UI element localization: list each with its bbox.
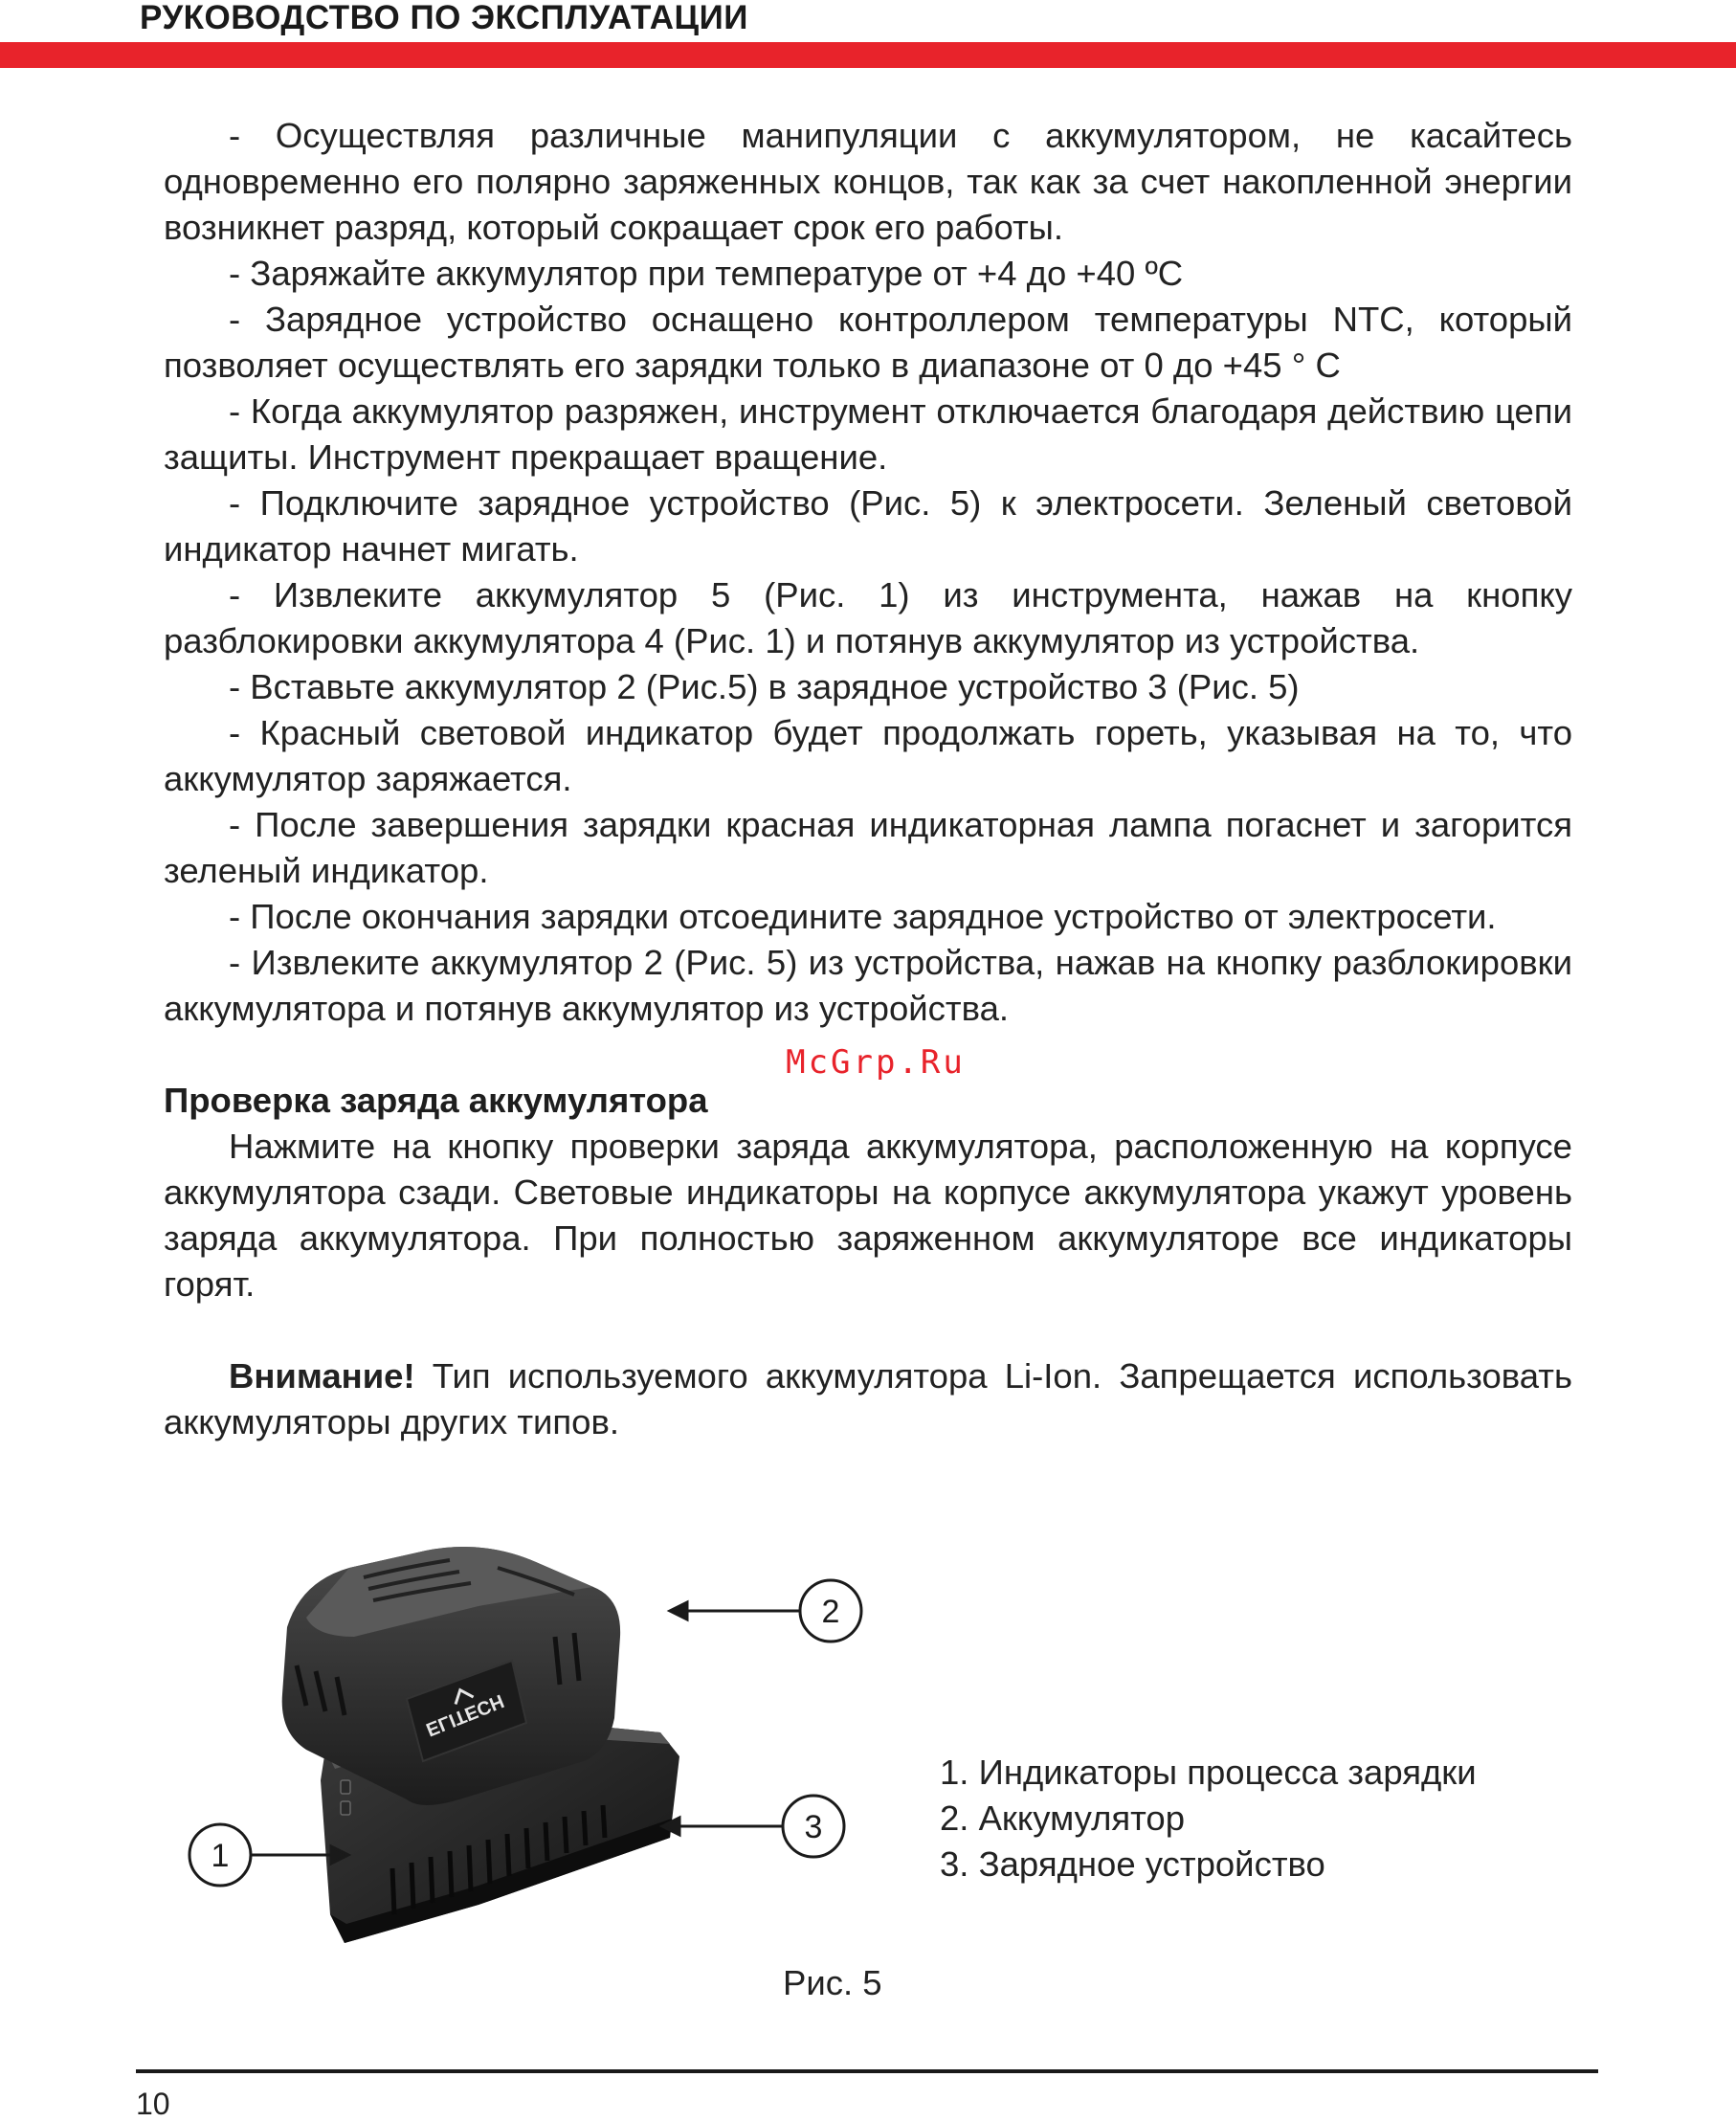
legend-item: 3. Зарядное устройство (940, 1844, 1325, 1884)
paragraph: - Красный световой индикатор будет продолжать гореть, указывая на то, что аккумулятор заряжается. (164, 713, 1572, 798)
paragraph: - Осуществляя различные манипуляции с аккумулятором, не касайтесь одновременно его полярно заряженных концов, так как за счет накопленной энергии возникнет разряд, который сокращает срок его работы. (164, 116, 1572, 247)
callout-2 (800, 1580, 861, 1642)
warning-note (164, 1353, 1572, 1445)
header-red-bar (0, 42, 1736, 68)
page-number: 10 (136, 2087, 170, 2121)
figure-legend (940, 1750, 1477, 1887)
watermark: McGrp.Ru (786, 1043, 966, 1082)
callout-1 (189, 1824, 251, 1886)
callout-label: 3 (804, 1809, 823, 1845)
paragraph: - Подключите зарядное устройство (Рис. 5) к электросети. Зеленый световой индикатор начнет мигать. (164, 483, 1572, 569)
callout-label: 1 (211, 1838, 230, 1874)
warning-label: Внимание! (229, 1356, 415, 1396)
footer-rule (136, 2069, 1598, 2073)
figure-caption: Рис. 5 (783, 1963, 882, 2002)
paragraph: - После завершения зарядки красная индикаторная лампа погаснет и загорится зеленый индикатор. (164, 805, 1572, 890)
warning-paragraph (164, 1353, 1572, 1445)
legend-item: 1. Индикаторы процесса зарядки (940, 1753, 1477, 1792)
instructions-body (164, 113, 1572, 1032)
paragraph: - Извлеките аккумулятор 2 (Рис. 5) из устройства, нажав на кнопку разблокировки аккумулятора и потянув аккумулятор из устройства. (164, 943, 1572, 1028)
section-body (164, 1124, 1572, 1307)
charger-figure (172, 1493, 900, 1972)
paragraph: Нажмите на кнопку проверки заряда аккумулятора, расположенную на корпусе аккумулятора сзади. Световые индикаторы на корпусе аккумулятора укажут уровень заряда аккумулятора. При полностью заряженном аккумуляторе все индикаторы горят. (164, 1127, 1572, 1304)
paragraph: - Заряжайте аккумулятор при температуре от +4 до +40 ºС (229, 254, 1184, 293)
warning-text: Тип используемого аккумулятора Li-Ion. Запрещается использовать аккумуляторы других типов. (164, 1356, 1572, 1441)
section-heading: Проверка заряда аккумулятора (164, 1081, 708, 1120)
paragraph: - После окончания зарядки отсоедините зарядное устройство от электросети. (229, 897, 1497, 936)
paragraph: - Извлеките аккумулятор 5 (Рис. 1) из инструмента, нажав на кнопку разблокировки аккумулятора 4 (Рис. 1) и потянув аккумулятор из устройства. (164, 575, 1572, 660)
paragraph: - Вставьте аккумулятор 2 (Рис.5) в зарядное устройство 3 (Рис. 5) (229, 667, 1300, 706)
legend-item: 2. Аккумулятор (940, 1798, 1186, 1838)
paragraph: - Зарядное устройство оснащено контроллером температуры NTC, который позволяет осуществлять его зарядки только в диапазоне от 0 до +45 ° С (164, 300, 1572, 385)
callout-3 (783, 1796, 844, 1857)
page-header-title: РУКОВОДСТВО ПО ЭКСПЛУАТАЦИИ (140, 0, 748, 36)
svg-text:ELITECH: ELITECH (422, 1689, 507, 1740)
paragraph: - Когда аккумулятор разряжен, инструмент отключается благодаря действию цепи защиты. Инструмент прекращает вращение. (164, 391, 1572, 477)
callout-label: 2 (821, 1594, 840, 1630)
